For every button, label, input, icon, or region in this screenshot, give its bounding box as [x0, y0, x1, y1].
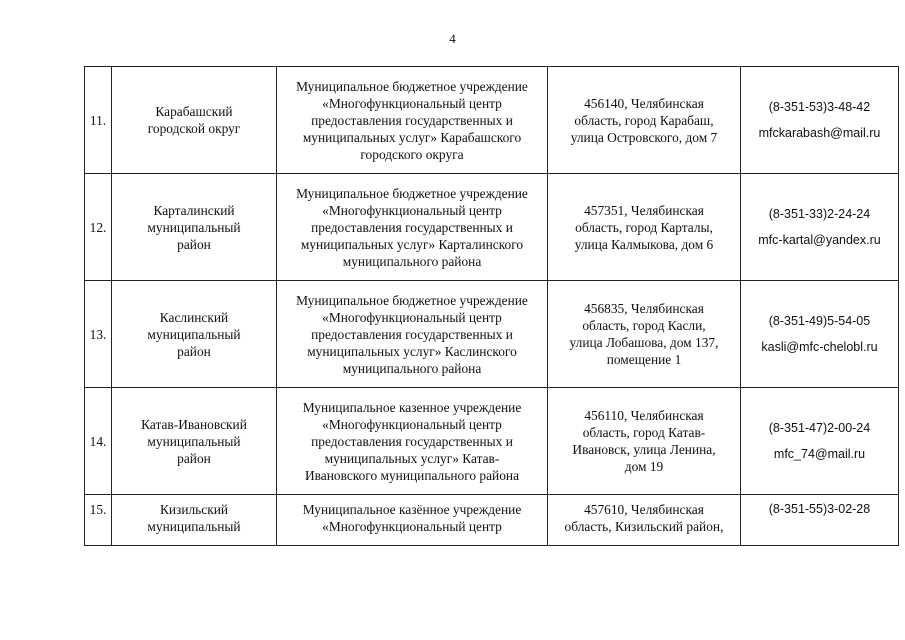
- email-address: mfckarabash@mail.ru: [758, 125, 881, 140]
- institution-line: «Многофункциональный центр: [322, 416, 502, 432]
- institution-line: Ивановского муниципального района: [304, 467, 520, 483]
- row-number: 14.: [89, 433, 107, 449]
- municipality-cell: [112, 174, 277, 281]
- address-cell: [548, 174, 741, 281]
- institution-line: городского округа: [360, 146, 464, 162]
- row-number-cell: [85, 174, 112, 281]
- row-number: 12.: [89, 219, 107, 235]
- table-row: [85, 174, 899, 281]
- table-row: [85, 495, 899, 546]
- table-row: [85, 388, 899, 495]
- phone-number: (8-351-53)3-48-42: [768, 99, 871, 114]
- institution-line: муниципальных услуг» Каслинского: [307, 343, 517, 359]
- institution-line: предоставления государственных и: [311, 326, 513, 342]
- row-number: 13.: [89, 326, 107, 342]
- institution-line: муниципального района: [342, 360, 482, 376]
- municipality-cell: [112, 388, 277, 495]
- phone-number: (8-351-47)2-00-24: [768, 420, 871, 435]
- row-number-cell: [85, 67, 112, 174]
- table-body: [85, 67, 899, 546]
- municipality-line: Каслинский: [159, 309, 229, 325]
- institution-line: «Многофункциональный центр: [322, 519, 502, 534]
- institution-line: предоставления государственных и: [311, 112, 513, 128]
- institution-line: Муниципальное бюджетное учреждение: [296, 292, 528, 308]
- municipality-line: муниципальный: [147, 519, 241, 534]
- row-number-cell: [85, 281, 112, 388]
- municipality-cell: [112, 495, 277, 546]
- municipality-line: Карабашский: [155, 104, 233, 119]
- institution-cell: [277, 174, 548, 281]
- contact-cell: [741, 388, 899, 495]
- address-line: улица Лобашова, дом 137,: [569, 335, 719, 350]
- municipality-line: городской округ: [147, 121, 241, 136]
- row-number-cell: [85, 388, 112, 495]
- institution-line: муниципальных услуг» Карабашского: [302, 129, 522, 145]
- contact-cell: [741, 67, 899, 174]
- institution-line: Муниципальное казённое учреждение: [302, 502, 522, 517]
- mfc-table: [84, 66, 899, 546]
- institution-line: муниципального района: [342, 253, 482, 269]
- institution-cell: [277, 495, 548, 546]
- institution-line: предоставления государственных и: [311, 219, 513, 235]
- contact-cell: [741, 495, 899, 546]
- institution-cell: [277, 388, 548, 495]
- row-number: 11.: [89, 112, 107, 128]
- address-line: помещение 1: [606, 352, 682, 367]
- address-line: область, город Карабаш,: [574, 112, 714, 128]
- institution-line: Муниципальное казенное учреждение: [302, 399, 522, 415]
- page-number: 4: [449, 31, 456, 46]
- address-line: 457351, Челябинская: [584, 202, 704, 218]
- address-line: область, город Касли,: [582, 318, 706, 333]
- email-address: kasli@mfc-chelobl.ru: [761, 339, 878, 354]
- address-line: область, Кизильский район,: [564, 519, 724, 534]
- municipality-line: муниципальный: [147, 433, 241, 449]
- address-line: улица Калмыкова, дом 6: [574, 236, 714, 252]
- address-cell: [548, 67, 741, 174]
- contact-cell: [741, 174, 899, 281]
- municipality-line: Кизильский: [159, 502, 229, 517]
- address-line: улица Островского, дом 7: [570, 129, 718, 145]
- address-line: дом 19: [624, 459, 664, 474]
- address-line: 457610, Челябинская: [584, 502, 704, 517]
- address-line: Ивановск, улица Ленина,: [572, 442, 716, 457]
- municipality-line: Катав-Ивановский: [141, 416, 247, 432]
- institution-line: предоставления государственных и: [311, 433, 513, 449]
- institution-cell: [277, 67, 548, 174]
- phone-number: (8-351-33)2-24-24: [768, 206, 871, 221]
- municipality-line: район: [177, 343, 211, 359]
- municipality-line: муниципальный: [147, 326, 241, 342]
- institution-line: Муниципальное бюджетное учреждение: [296, 78, 528, 94]
- institution-cell: [277, 281, 548, 388]
- row-number: 15.: [89, 502, 107, 517]
- institution-line: муниципальных услуг» Катав-: [324, 450, 500, 466]
- institution-line: «Многофункциональный центр: [322, 202, 502, 218]
- email-address: mfc_74@mail.ru: [773, 446, 866, 461]
- municipality-cell: [112, 67, 277, 174]
- address-cell: [548, 281, 741, 388]
- phone-number: (8-351-49)5-54-05: [768, 313, 871, 328]
- municipality-line: муниципальный: [147, 219, 241, 235]
- institution-line: «Многофункциональный центр: [322, 309, 502, 325]
- address-line: 456140, Челябинская: [584, 95, 704, 111]
- address-line: область, город Катав-: [582, 425, 706, 440]
- municipality-line: Карталинский: [153, 202, 235, 218]
- phone-number: (8-351-55)3-02-28: [768, 502, 871, 516]
- institution-line: Муниципальное бюджетное учреждение: [296, 185, 528, 201]
- municipality-line: район: [177, 236, 211, 252]
- address-line: 456835, Челябинская: [584, 301, 704, 316]
- municipality-line: район: [177, 450, 211, 466]
- address-cell: [548, 495, 741, 546]
- municipality-cell: [112, 281, 277, 388]
- institution-line: муниципальных услуг» Карталинского: [300, 236, 524, 252]
- contact-cell: [741, 281, 899, 388]
- table-row: [85, 67, 899, 174]
- email-address: mfc-kartal@yandex.ru: [758, 232, 881, 247]
- institution-line: «Многофункциональный центр: [322, 95, 502, 111]
- address-cell: [548, 388, 741, 495]
- table-row: [85, 281, 899, 388]
- address-line: 456110, Челябинская: [584, 408, 704, 423]
- address-line: область, город Карталы,: [575, 219, 713, 235]
- row-number-cell: [85, 495, 112, 546]
